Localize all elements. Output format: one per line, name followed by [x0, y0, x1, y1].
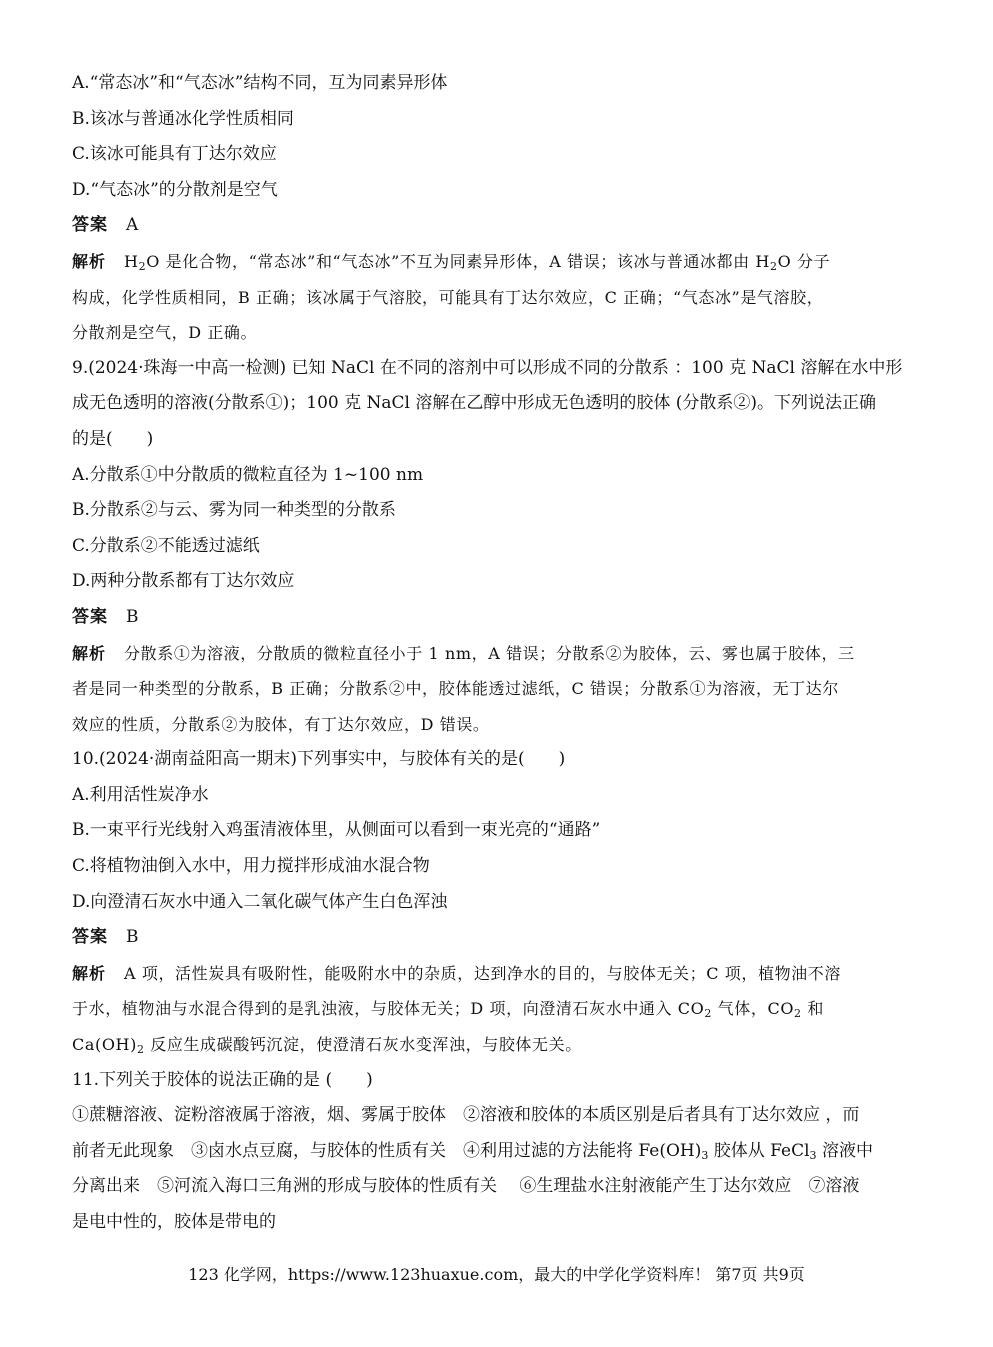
q9-stem-line-2: 成无色透明的溶液(分散系①)；100 克 NaCl 溶解在乙醇中形成无色透明的胶体 (分散系②)。下列说法正确 — [72, 393, 877, 414]
q11-statements-line-3: 分离出来 ⑤河流入海口三角洲的形成与胶体的性质有关 ⑥生理盐水注射液能产生丁达尔效应 ⑦溶液 — [72, 1176, 860, 1197]
q8-explanation-line-2: 构成，化学性质相同，B 正确；该冰属于气溶胶，可能具有丁达尔效应，C 正确；“气态冰”是气溶胶， — [72, 287, 824, 307]
q9-answer-row — [72, 600, 922, 636]
q9-explanation-line-3: 效应的性质，分散系②为胶体，有丁达尔效应，D 错误。 — [72, 714, 490, 734]
page-footer: 123 化学网，https://www.123huaxue.com，最大的中学化学资料库！ 第7页 共9页 — [188, 1265, 805, 1284]
q9-option-c: C.分散系②不能透过滤纸 — [72, 535, 260, 556]
q10-explanation-line-3: $Ca(OH)_2$ 反应生成碳酸钙沉淀，使澄清石灰水变浑浊，与胶体无关。 — [72, 1035, 582, 1057]
answer-label: 答案 — [72, 927, 108, 948]
explanation-label: 解析 — [72, 251, 107, 271]
q8-answer: A — [126, 215, 139, 236]
q9-option-d: D.两种分散系都有丁达尔效应 — [72, 571, 295, 592]
q10-option-c: C.将植物油倒入水中，用力搅拌形成油水混合物 — [72, 856, 430, 877]
q8-option-b: B.该冰与普通冰化学性质相同 — [72, 108, 294, 129]
q11-statements-line-1: ①蔗糖溶液、淀粉溶液属于溶液，烟、雾属于胶体 ②溶液和胶体的本质区别是后者具有丁达尔效应 ，而 — [72, 1105, 860, 1126]
q8-explanation-line-1: 解析 $H_2O$ 是化合物，“常态冰”和“气态冰”不互为同素异形体，A 错误；该冰与普通冰都由 $H_2O$ 分子 — [72, 251, 831, 273]
q9-stem-line-1: 9.(2024·珠海一中高一检测) 已知 NaCl 在不同的溶剂中可以形成不同的分散系 ：100 克 NaCl 溶解在水中形 — [72, 357, 903, 378]
q9-explanation-line-2: 者是同一种类型的分散系，B 正确；分散系②中，胶体能透过滤纸，C 错误；分散系①为溶液，无丁达尔 — [72, 679, 839, 699]
q8-explanation-line-3: 分散剂是空气，D 正确。 — [72, 323, 258, 343]
q10-explanation-line-2: 于水，植物油与水混合得到的是乳浊液，与胶体无关；D 项，向澄清石灰水中通入 $CO_2$ 气体，$CO_2$ 和 — [72, 999, 824, 1021]
q8-answer-row — [72, 208, 922, 244]
answer-label: 答案 — [72, 215, 108, 236]
q9-explanation-line-1: 解析 分散系①为溶液，分散质的微粒直径小于 1 nm，A 错误；分散系②为胶体，云、雾也属于胶体，三 — [72, 643, 855, 663]
document-page — [72, 66, 922, 1241]
q8-option-c: C.该冰可能具有丁达尔效应 — [72, 144, 277, 165]
q10-option-a: A.利用活性炭净水 — [72, 784, 209, 805]
q11-stem: 11.下列关于胶体的说法正确的是 ( ) — [72, 1069, 373, 1090]
answer-label: 答案 — [72, 606, 108, 627]
q8-option-d: D.“气态冰”的分散剂是空气 — [72, 179, 278, 200]
q10-explanation-line-1: 解析 A 项，活性炭具有吸附性，能吸附水中的杂质，达到净水的目的，与胶体无关；C 项，植物油不溶 — [72, 963, 841, 983]
q9-option-a: A.分散系①中分散质的微粒直径为 1~100 nm — [72, 464, 424, 485]
q10-option-b: B.一束平行光线射入鸡蛋清液体里，从侧面可以看到一束光亮的“通路” — [72, 820, 601, 841]
q11-statements-line-4: 是电中性的，胶体是带电的 — [72, 1212, 276, 1232]
q11-statements-line-2: 前者无此现象 ③卤水点豆腐，与胶体的性质有关 ④利用过滤的方法能将 $Fe(OH)_3$ 胶体从 FeCl$_3$ 溶液中 — [72, 1140, 873, 1162]
q9-answer: B — [126, 606, 139, 627]
explanation-label: 解析 — [72, 963, 107, 983]
q9-stem-line-3: 的是( ) — [72, 428, 154, 449]
q10-stem: 10.(2024·湖南益阳高一期末)下列事实中，与胶体有关的是( ) — [72, 749, 566, 770]
explanation-label: 解析 — [72, 643, 107, 663]
q10-option-d: D.向澄清石灰水中通入二氧化碳气体产生白色浑浊 — [72, 891, 448, 912]
q10-answer: B — [126, 927, 139, 948]
q8-option-a: A.“常态冰”和“气态冰”结构不同，互为同素异形体 — [72, 73, 448, 93]
q10-answer-row — [72, 920, 922, 956]
q9-option-b: B.分散系②与云、雾为同一种类型的分散系 — [72, 500, 396, 521]
